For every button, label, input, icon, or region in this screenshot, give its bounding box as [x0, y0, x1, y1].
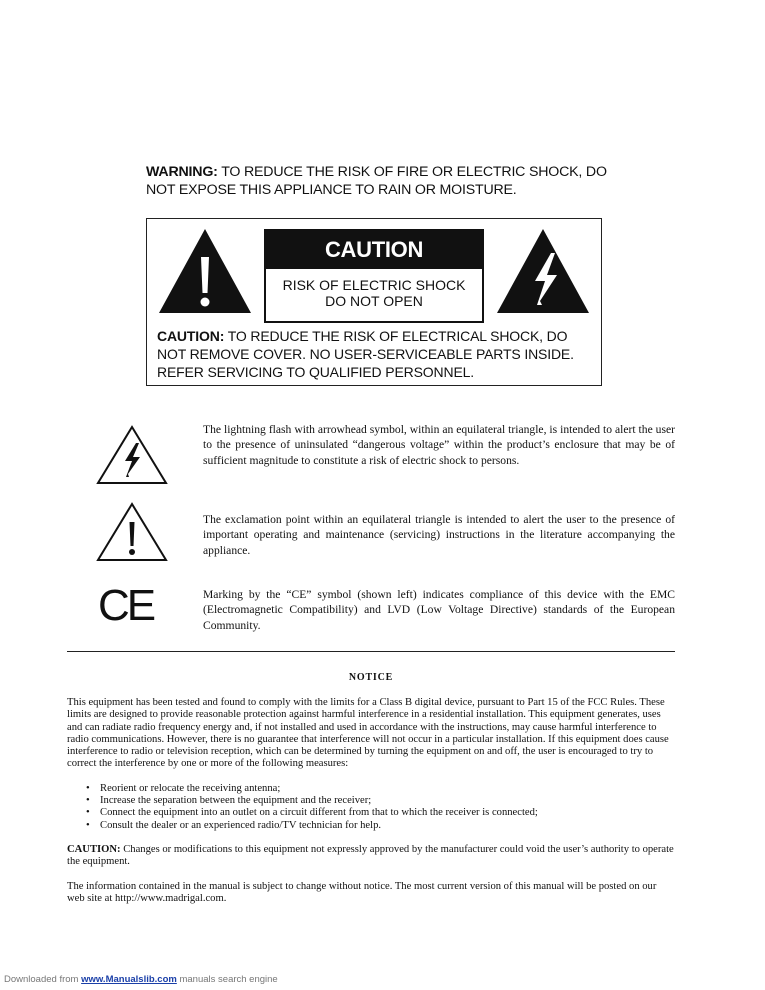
notice-caution [67, 844, 675, 869]
lightning-triangle-icon [495, 227, 591, 315]
do-not-open-line: DO NOT OPEN [325, 293, 423, 309]
section-divider [67, 651, 675, 652]
notice-caution-label: CAUTION: [67, 843, 121, 855]
list-item: • Increase the separation between the equipment and the receiver; [100, 795, 675, 807]
ce-symbol-description: Marking by the “CE” symbol (shown left) indicates compliance of this device with the EMC (Electromagnetic Compatibility) and LVD (Low Voltage Directive) standards of the European Community. [203, 588, 675, 632]
caution-text: TO REDUCE THE RISK OF ELECTRICAL SHOCK, DO NOT REMOVE COVER. NO USER-SERVICEABLE PARTS INSIDE. REFER SERVICING TO QUALIFIED PERSONNEL. [157, 328, 574, 380]
caution-label: CAUTION: [157, 328, 225, 344]
warning-text: TO REDUCE THE RISK OF FIRE OR ELECTRIC SHOCK, DO NOT EXPOSE THIS APPLIANCE TO RAIN OR MOISTURE. [146, 164, 607, 198]
notice-caution-text: Changes or modifications to this equipment not expressly approved by the manufacturer could void the user’s authority to operate the equipment. [67, 843, 674, 868]
fcc-paragraph: This equipment has been tested and found to comply with the limits for a Class B digital device, pursuant to Part 15 of the FCC Rules. These limits are designed to provide reasonable protection against harmful interference in a residential installation. This equipment generates, uses and can radiate radio frequency energy and, if not installed and used in accordance with the instructions, may cause harmful interference to radio communications. However, there is no guarantee that interference will not occur in a particular installation. If this equipment does cause interference to radio or television reception, which can be determined by turning the equipment on and off, the user is encouraged to try to correct the interference by one or more of the following measures: [67, 697, 669, 770]
lightning-symbol-icon [96, 425, 168, 485]
caution-label-box [146, 218, 602, 386]
warning-statement [146, 163, 616, 199]
list-item: • Connect the equipment into an outlet on a circuit different from that to which the receiver is connected; [100, 807, 675, 819]
footer-suffix: manuals search engine [176, 974, 278, 985]
caution-statement [157, 327, 593, 381]
caution-center-panel [264, 229, 484, 323]
lightning-symbol-description: The lightning flash with arrowhead symbol, within an equilateral triangle, is intended to alert the user to the presence of uninsulated “dangerous voltage” within the product’s enclosure that may be of sufficient magnitude to constitute a risk of electric shock to persons. [203, 423, 675, 467]
ce-mark-icon: CE [98, 581, 154, 630]
footer-prefix: Downloaded from [4, 974, 82, 985]
download-footer [4, 974, 278, 985]
exclamation-triangle-icon [157, 227, 253, 315]
measures-list [67, 783, 675, 832]
fcc-notice [67, 697, 675, 905]
exclamation-symbol-description: The exclamation point within an equilateral triangle is intended to alert the user to the presence of important operating and maintenance (servicing) instructions in the literature accompanying the appliance. [203, 513, 675, 557]
manualslib-link[interactable]: www.Manualslib.com [81, 974, 177, 985]
caution-title: CAUTION [266, 231, 482, 269]
exclamation-symbol-icon [96, 502, 168, 562]
risk-line: RISK OF ELECTRIC SHOCK [282, 277, 466, 293]
warning-label: WARNING: [146, 164, 218, 180]
manual-info: The information contained in the manual is subject to change without notice. The most current version of this manual will be posted on our web site at http://www.madrigal.com. [67, 880, 657, 904]
notice-title: NOTICE [348, 672, 394, 683]
list-item: • Reorient or relocate the receiving antenna; [100, 783, 675, 795]
list-item: • Consult the dealer or an experienced radio/TV technician for help. [100, 820, 675, 832]
